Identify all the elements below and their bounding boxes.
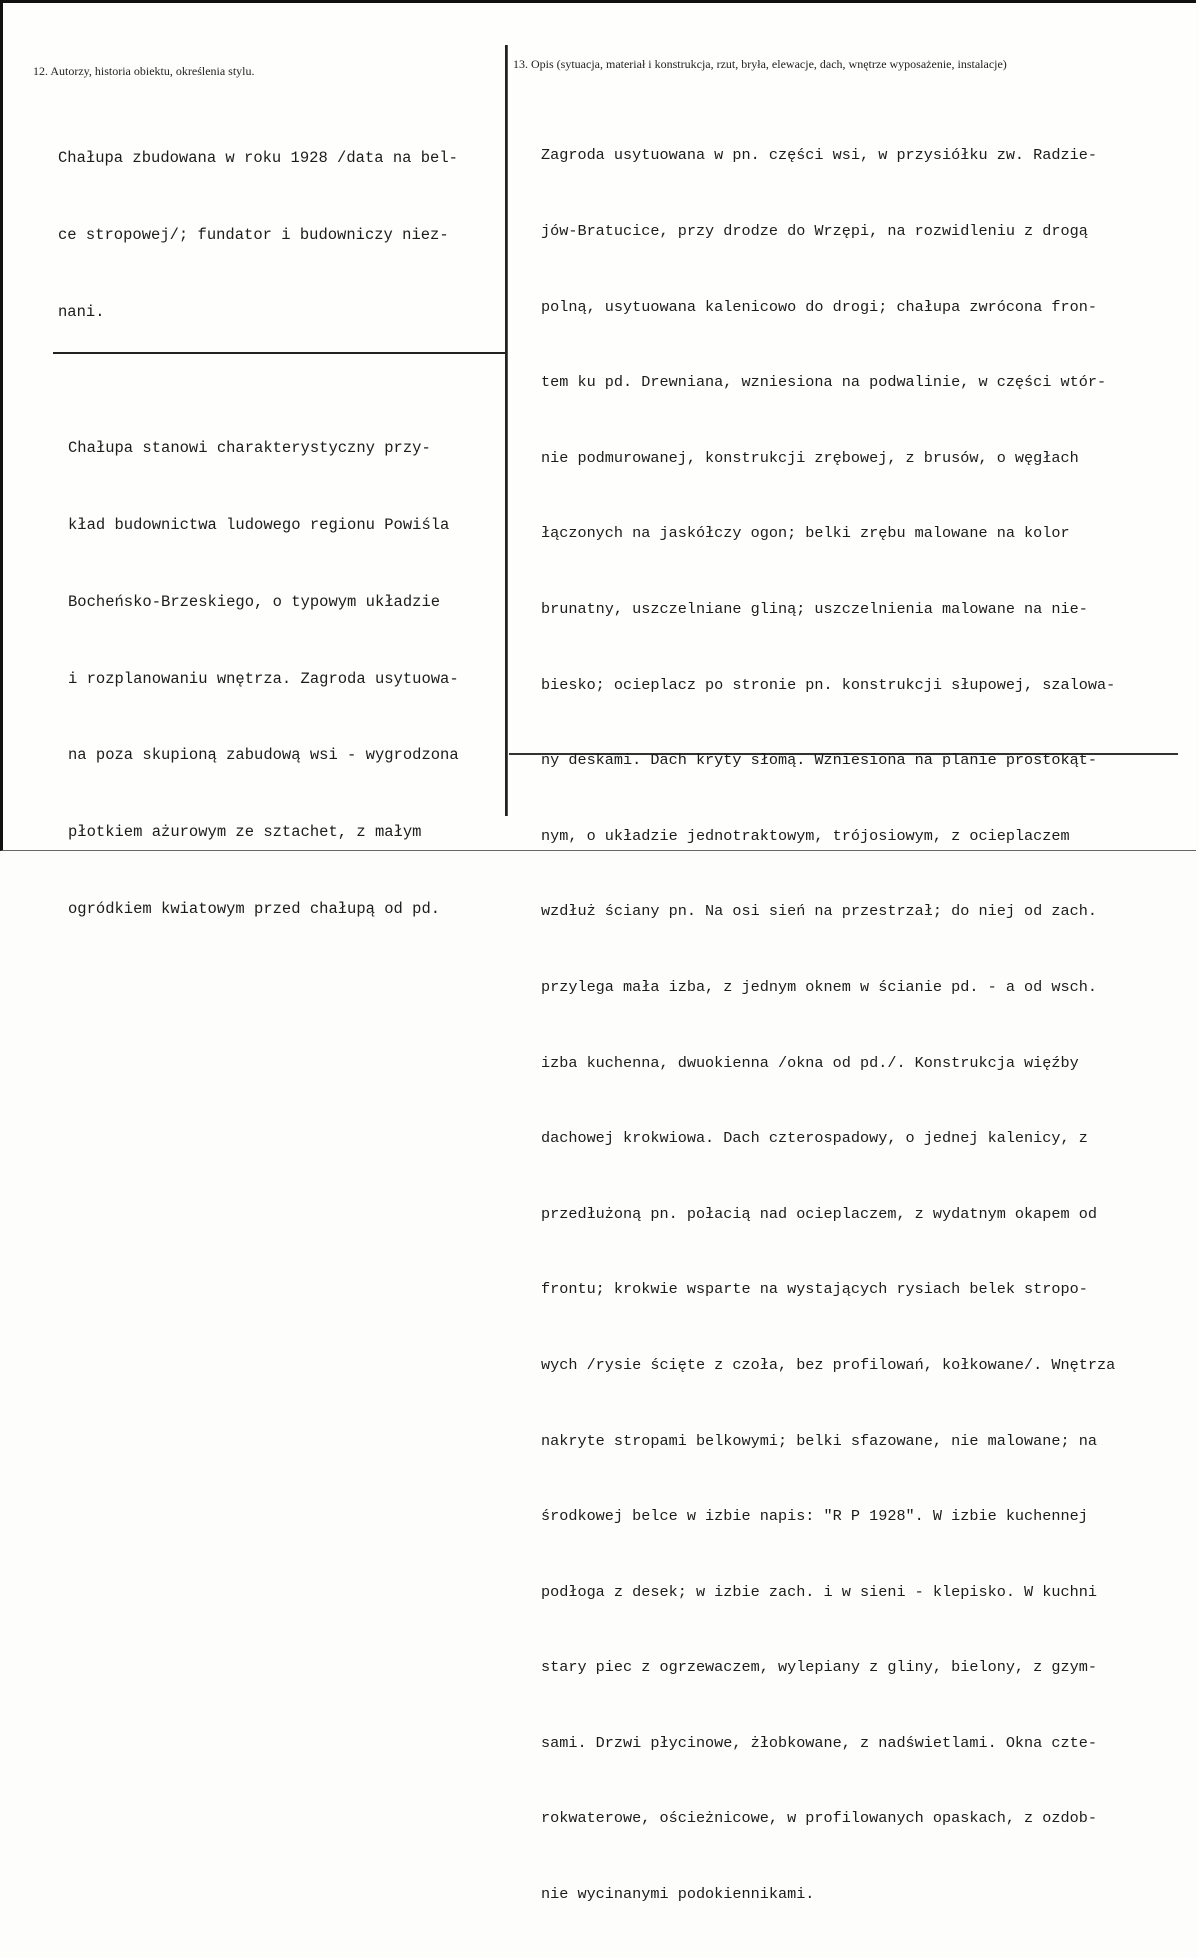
text-line: wzdłuż ściany pn. Na osi sień na przestrzał; do niej od zach. (541, 902, 1097, 921)
authors-history-text (58, 95, 458, 377)
column-divider-shadow (507, 45, 508, 816)
text-line: ny deskami. Dach kryty słomą. Wzniesiona na planie prostokąt- (541, 751, 1097, 770)
style-determination-text (68, 385, 459, 974)
text-line: łączonych na jaskółczy ogon; belki zrębu malowane na kolor (541, 524, 1070, 543)
section-12-header: 12. Autorzy, historia obiektu, określenia stylu. (33, 64, 255, 78)
text-line: ce stropowej/; fundator i budowniczy niez- (58, 225, 449, 244)
text-line: frontu; krokwie wsparte na wystających rysiach belek stropo- (541, 1280, 1088, 1299)
text-line: nie podmurowanej, konstrukcji zrębowej, z brusów, o węgłach (541, 448, 1079, 467)
text-line: izba kuchenna, dwuokienna /okna od pd./. Konstrukcja więźby (541, 1053, 1079, 1072)
text-line: wych /rysie ścięte z czoła, bez profilowań, kołkowane/. Wnętrza (541, 1355, 1116, 1374)
text-line: tem ku pd. Drewniana, wzniesiona na podwalinie, w części wtór- (541, 373, 1107, 392)
text-line: podłoga z desek; w izbie zach. i w sieni - klepisko. W kuchni (541, 1582, 1097, 1601)
text-line: przylega mała izba, z jednym oknem w ścianie pd. - a od wsch. (541, 977, 1097, 996)
text-line: Zagroda usytuowana w pn. części wsi, w przysiółku zw. Radzie- (541, 146, 1097, 165)
text-line: dachowej krokwiowa. Dach czterospadowy, o jednej kalenicy, z (541, 1129, 1088, 1148)
text-line: środkowej belce w izbie napis: "R P 1928". W izbie kuchennej (541, 1507, 1088, 1526)
text-line: jów-Bratucice, przy drodze do Wrzępi, na rozwidleniu z drogą (541, 222, 1088, 240)
text-line: i rozplanowaniu wnętrza. Zagroda usytuowa- (68, 669, 459, 688)
section-13-header: 13. Opis (sytuacja, materiał i konstrukcja, rzut, bryła, elewacje, dach, wnętrze wyposażenie, instalacje) (513, 57, 1007, 71)
text-line: polną, usytuowana kalenicowo do drogi; chałupa zwrócona fron- (541, 297, 1097, 316)
text-line: Chałupa zbudowana w roku 1928 /data na bel- (58, 149, 458, 168)
text-line: Bocheńsko-Brzeskiego, o typowym układzie (68, 592, 441, 611)
text-line: płotkiem ażurowym ze sztachet, z małym (68, 823, 422, 842)
text-line: na poza skupioną zabudową wsi - wygrodzona (68, 746, 459, 765)
text-line: stary piec z ogrzewaczem, wylepiany z gliny, bielony, z gzym- (541, 1658, 1097, 1677)
text-line: nym, o układzie jednotraktowym, trójosiowym, z ocieplaczem (541, 826, 1070, 845)
text-line: przedłużoną pn. połacią nad ocieplaczem, z wydatnym okapem od (541, 1204, 1097, 1223)
text-line: kład budownictwa ludowego regionu Powiśla (68, 515, 450, 534)
text-line: nani. (58, 302, 105, 321)
text-line: brunatny, uszczelniane gliną; uszczelnienia malowane na nie- (541, 599, 1088, 618)
text-line: nakryte stropami belkowymi; belki sfazowane, nie malowane; na (541, 1431, 1097, 1450)
text-line: nie wycinanymi podokiennikami. (541, 1885, 815, 1904)
description-text (541, 93, 1115, 1958)
text-line: Chałupa stanowi charakterystyczny przy- (68, 439, 431, 458)
text-line: rokwaterowe, ościeżnicowe, w profilowanych opaskach, z ozdob- (541, 1809, 1097, 1828)
text-line: sami. Drzwi płycinowe, żłobkowane, z nadświetlami. Okna czte- (541, 1733, 1097, 1752)
text-line: biesko; ocieplacz po stronie pn. konstrukcji słupowej, szalowa- (541, 675, 1116, 694)
text-line: ogródkiem kwiatowym przed chałupą od pd. (68, 899, 441, 918)
